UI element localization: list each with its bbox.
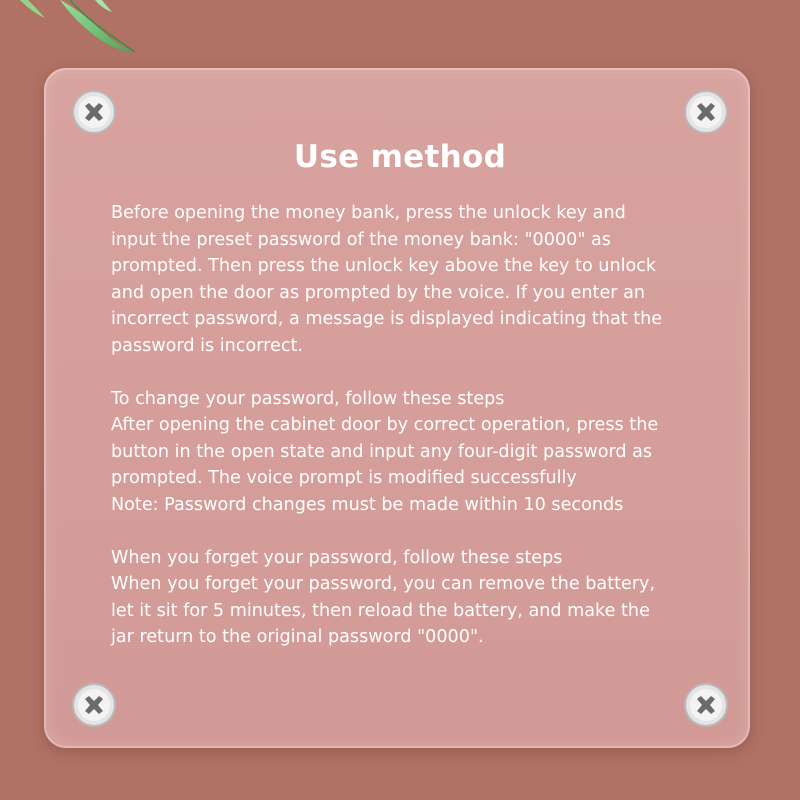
section-unlock xyxy=(111,200,711,359)
change-password-steps: After opening the cabinet door by correct operation, press the button in the open state and input any four-digit password as prompted. The voice prompt is modified successfully xyxy=(111,415,659,488)
screw-icon xyxy=(71,89,117,135)
change-password-note: Note: Password changes must be made within 10 seconds xyxy=(111,494,624,515)
forgot-password-steps: When you forget your password, you can remove the battery, let it sit for 5 minutes, then reload the battery, and make the jar return to the original password "0000". xyxy=(111,574,656,647)
screw-icon xyxy=(71,682,117,728)
section-forgot-password xyxy=(111,545,711,651)
section-change-password xyxy=(111,386,711,519)
leaf-icon xyxy=(0,0,170,70)
forgot-password-heading: When you forget your password, follow these steps xyxy=(111,547,563,568)
screw-icon xyxy=(683,89,729,135)
unlock-instructions: Before opening the money bank, press the unlock key and input the preset password of the money bank: "0000" as prompted. Then press the unlock key above the key to unlock and open the door as prompted by the voice. If you enter an incorrect password, a message is displayed indicating that the password is incorrect. xyxy=(111,203,663,356)
page-title: Use method xyxy=(293,139,507,175)
screw-icon xyxy=(683,682,729,728)
change-password-heading: To change your password, follow these steps xyxy=(111,388,505,409)
instructions-body xyxy=(111,200,711,651)
